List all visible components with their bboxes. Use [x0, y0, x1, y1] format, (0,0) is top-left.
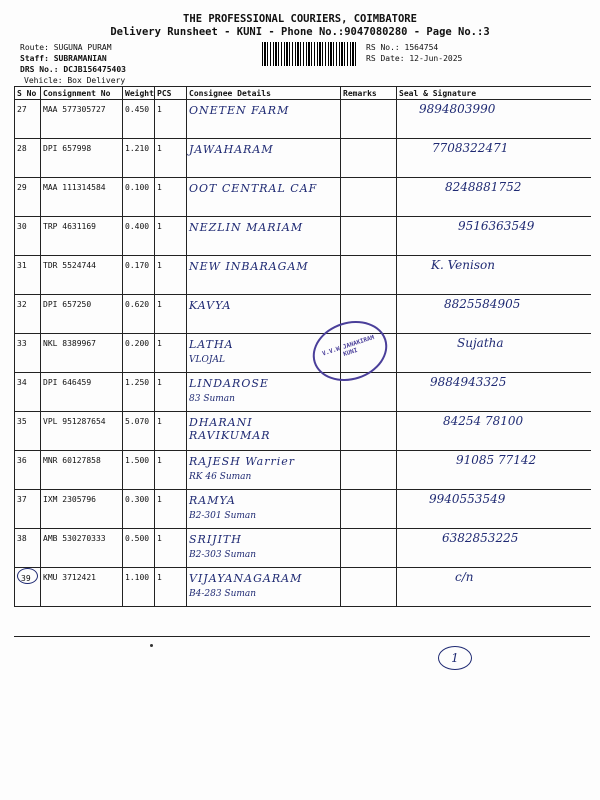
- row-weight: 0.620: [125, 300, 150, 309]
- row-signature-cell: [397, 334, 591, 373]
- row-pcs: 1: [157, 417, 162, 426]
- table-header-row: [15, 87, 591, 100]
- row-weight: 0.170: [125, 261, 150, 270]
- row-pcs-cell: [155, 178, 187, 217]
- row-consignment-cell: [41, 373, 123, 412]
- row-sno: 36: [17, 456, 27, 465]
- row-remarks-cell: [341, 451, 397, 490]
- row-weight-cell: [123, 451, 155, 490]
- row-pcs-cell: [155, 451, 187, 490]
- row-sno-cell: [15, 490, 41, 529]
- row-sno: 32: [17, 300, 27, 309]
- row-weight-cell: [123, 100, 155, 139]
- row-signature: 8825584905: [444, 297, 521, 311]
- row-consignment: DPI 646459: [43, 378, 92, 387]
- route-text: Route: SUGUNA PURAM: [20, 43, 112, 52]
- drs-label: DRS No.:: [20, 65, 59, 74]
- row-sno: 37: [17, 495, 27, 504]
- row-weight-cell: [123, 373, 155, 412]
- row-weight-cell: [123, 568, 155, 607]
- row-consignee-name: LATHA: [189, 338, 234, 351]
- row-sno: 28: [17, 144, 27, 153]
- row-sno-cell: [15, 295, 41, 334]
- row-consignee-name: NEW INBARAGAM: [189, 260, 309, 273]
- row-signature: 9516363549: [458, 219, 535, 233]
- row-sno: 35: [17, 417, 27, 426]
- drs-value: DCJB156475403: [63, 65, 126, 74]
- row-remarks-cell: [341, 100, 397, 139]
- row-sno-cell: [15, 529, 41, 568]
- row-pcs-cell: [155, 373, 187, 412]
- row-consignment: TRP 4631169: [43, 222, 96, 231]
- row-weight-cell: [123, 490, 155, 529]
- row-pcs: 1: [157, 339, 162, 348]
- row-sno-cell: [15, 256, 41, 295]
- bottom-rule: [14, 636, 590, 637]
- row-consignee-name: VIJAYANAGARAM: [189, 572, 303, 585]
- row-consignee-name: ONETEN FARM: [189, 104, 290, 117]
- row-consignment: MNR 60127858: [43, 456, 101, 465]
- table-row: [15, 295, 591, 334]
- row-signature-cell: [397, 568, 591, 607]
- row-consignee-name: RAMYA: [189, 494, 236, 507]
- row-weight: 1.500: [125, 456, 150, 465]
- row-consignee-name: LINDAROSE: [189, 377, 269, 390]
- row-signature-cell: [397, 451, 591, 490]
- drs-line: [20, 64, 126, 75]
- row-signature-cell: [397, 529, 591, 568]
- col-consignee-header: Consignee Details: [187, 87, 341, 100]
- row-consignee-name: RAJESH Warrier: [189, 455, 296, 468]
- row-sno-cell: [15, 217, 41, 256]
- row-consignment: NKL 8389967: [43, 339, 96, 348]
- page-mark: 1: [438, 646, 472, 670]
- row-weight: 0.400: [125, 222, 150, 231]
- row-sno-cell: [15, 178, 41, 217]
- row-consignment-cell: [41, 217, 123, 256]
- row-consignee-cell: [187, 490, 341, 529]
- row-consignee-name: KAVYA: [189, 299, 232, 312]
- row-signature: 9884943325: [430, 375, 507, 389]
- row-weight-cell: [123, 256, 155, 295]
- row-consignment: KMU 3712421: [43, 573, 96, 582]
- row-consignment: AMB 530270333: [43, 534, 106, 543]
- row-consignee-cell: [187, 295, 341, 334]
- row-consignment: IXM 2305796: [43, 495, 96, 504]
- stamp-text: V.V.W JANAKIRAM KUNI: [321, 334, 376, 358]
- row-consignee-name: JAWAHARAM: [189, 143, 274, 156]
- row-signature-cell: [397, 178, 591, 217]
- row-consignee-address: B4-283 Suman: [189, 589, 257, 599]
- table-row: [15, 451, 591, 490]
- table-row: [15, 334, 591, 373]
- row-consignee-address: RK 46 Suman: [189, 472, 252, 482]
- row-consignee-address: B2-303 Suman: [189, 550, 257, 560]
- row-consignee-cell: [187, 217, 341, 256]
- row-sno-cell: [15, 412, 41, 451]
- row-sno: 39: [17, 568, 38, 584]
- row-remarks-cell: [341, 529, 397, 568]
- row-weight: 0.100: [125, 183, 150, 192]
- row-consignment-cell: [41, 334, 123, 373]
- row-consignee-name: NEZLIN MARIAM: [189, 221, 304, 234]
- row-weight-cell: [123, 412, 155, 451]
- row-pcs: 1: [157, 105, 162, 114]
- row-sno: 33: [17, 339, 27, 348]
- row-pcs-cell: [155, 334, 187, 373]
- table-row: [15, 217, 591, 256]
- row-weight-cell: [123, 178, 155, 217]
- row-sno-cell: [15, 100, 41, 139]
- row-sno-cell: [15, 451, 41, 490]
- row-consignee-cell: [187, 451, 341, 490]
- row-sno-cell: [15, 139, 41, 178]
- row-consignment: VPL 951287654: [43, 417, 106, 426]
- col-pcs-header: PCS: [155, 87, 187, 100]
- ink-dot: [150, 644, 153, 647]
- row-consignment-cell: [41, 451, 123, 490]
- row-consignee-name: DHARANI RAVIKUMAR: [189, 416, 271, 442]
- row-consignee-address: 83 Suman: [189, 394, 235, 404]
- row-pcs: 1: [157, 144, 162, 153]
- row-consignment: DPI 657250: [43, 300, 92, 309]
- row-consignment-cell: [41, 295, 123, 334]
- row-consignee-cell: [187, 373, 341, 412]
- row-pcs-cell: [155, 139, 187, 178]
- table-row: [15, 373, 591, 412]
- row-weight: 1.210: [125, 144, 150, 153]
- row-signature: 91085 77142: [456, 453, 537, 467]
- row-weight: 5.070: [125, 417, 150, 426]
- row-pcs: 1: [157, 183, 162, 192]
- row-pcs-cell: [155, 568, 187, 607]
- row-remarks-cell: [341, 490, 397, 529]
- row-consignment-cell: [41, 100, 123, 139]
- row-consignment-cell: [41, 529, 123, 568]
- row-remarks-cell: [341, 568, 397, 607]
- row-sno: 34: [17, 378, 27, 387]
- row-pcs: 1: [157, 495, 162, 504]
- table-row: [15, 412, 591, 451]
- staff-value: SUBRAMANIAN: [53, 54, 107, 63]
- row-weight-cell: [123, 529, 155, 568]
- row-weight: 1.100: [125, 573, 150, 582]
- table-row: [15, 490, 591, 529]
- rs-date: RS Date: 12-Jun-2025: [366, 54, 463, 63]
- row-signature: K. Venison: [431, 258, 495, 272]
- row-consignment: MAA 577305727: [43, 105, 106, 114]
- row-signature-cell: [397, 100, 591, 139]
- row-consignment: TDR 5524744: [43, 261, 96, 270]
- row-weight-cell: [123, 295, 155, 334]
- row-signature-cell: [397, 295, 591, 334]
- row-consignee-cell: [187, 100, 341, 139]
- row-consignee-address: VLOJAL: [189, 355, 225, 365]
- row-weight-cell: [123, 334, 155, 373]
- row-pcs-cell: [155, 100, 187, 139]
- row-sno: 38: [17, 534, 27, 543]
- row-remarks-cell: [341, 412, 397, 451]
- row-signature-cell: [397, 412, 591, 451]
- row-pcs: 1: [157, 534, 162, 543]
- row-sno: 29: [17, 183, 27, 192]
- row-weight: 0.500: [125, 534, 150, 543]
- row-signature: 9894803990: [419, 102, 496, 116]
- row-consignment-cell: [41, 178, 123, 217]
- row-weight: 0.200: [125, 339, 150, 348]
- row-consignment-cell: [41, 139, 123, 178]
- runsheet-table: [14, 86, 591, 607]
- row-signature: 9940553549: [429, 492, 506, 506]
- row-remarks-cell: [341, 217, 397, 256]
- row-pcs-cell: [155, 256, 187, 295]
- col-sno-header: S No: [15, 87, 41, 100]
- col-weight-header: Weight: [123, 87, 155, 100]
- row-sno: 27: [17, 105, 27, 114]
- row-consignment: MAA 111314584: [43, 183, 106, 192]
- barcode: [262, 42, 358, 66]
- row-consignment-cell: [41, 256, 123, 295]
- table-row: [15, 139, 591, 178]
- row-signature-cell: [397, 490, 591, 529]
- vehicle-text: Vehicle: Box Delivery: [24, 76, 126, 85]
- row-signature: Sujatha: [457, 336, 504, 350]
- row-remarks-cell: [341, 256, 397, 295]
- row-signature-cell: [397, 256, 591, 295]
- table-row: [15, 178, 591, 217]
- row-consignment-cell: [41, 568, 123, 607]
- row-signature: 7708322471: [432, 141, 509, 155]
- staff-line: [20, 53, 107, 64]
- row-signature-cell: [397, 139, 591, 178]
- row-pcs: 1: [157, 300, 162, 309]
- row-pcs-cell: [155, 295, 187, 334]
- row-signature: 6382853225: [442, 531, 519, 545]
- row-consignee-name: SRIJITH: [189, 533, 242, 546]
- row-pcs: 1: [157, 222, 162, 231]
- table-row: [15, 529, 591, 568]
- row-pcs-cell: [155, 217, 187, 256]
- table-row: [15, 256, 591, 295]
- row-consignee-cell: [187, 139, 341, 178]
- rs-no: RS No.: 1564754: [366, 43, 439, 52]
- col-signature-header: Seal & Signature: [397, 87, 591, 100]
- row-signature: 84254 78100: [443, 414, 524, 428]
- row-weight-cell: [123, 139, 155, 178]
- row-weight: 0.450: [125, 105, 150, 114]
- row-remarks-cell: [341, 178, 397, 217]
- row-pcs-cell: [155, 490, 187, 529]
- row-signature: c/n: [455, 570, 474, 584]
- row-pcs-cell: [155, 529, 187, 568]
- table-row: [15, 568, 591, 607]
- row-pcs: 1: [157, 378, 162, 387]
- row-sno-cell: [15, 373, 41, 412]
- row-consignee-name: OOT CENTRAL CAF: [189, 182, 318, 195]
- row-sno: 31: [17, 261, 27, 270]
- col-consignment-header: Consignment No: [41, 87, 123, 100]
- row-consignee-address: B2-301 Suman: [189, 511, 257, 521]
- row-consignment: DPI 657998: [43, 144, 92, 153]
- row-pcs: 1: [157, 573, 162, 582]
- row-remarks-cell: [341, 139, 397, 178]
- table-row: [15, 100, 591, 139]
- row-consignee-cell: [187, 256, 341, 295]
- row-signature-cell: [397, 373, 591, 412]
- company-title: THE PROFESSIONAL COURIERS, COIMBATORE: [183, 13, 417, 25]
- row-consignee-cell: [187, 412, 341, 451]
- col-remarks-header: Remarks: [341, 87, 397, 100]
- row-sno: 30: [17, 222, 27, 231]
- row-pcs-cell: [155, 412, 187, 451]
- row-weight-cell: [123, 217, 155, 256]
- row-consignee-cell: [187, 529, 341, 568]
- row-sno-cell: [15, 334, 41, 373]
- row-weight: 1.250: [125, 378, 150, 387]
- row-signature: 8248881752: [445, 180, 522, 194]
- row-consignee-cell: [187, 568, 341, 607]
- row-consignee-cell: [187, 178, 341, 217]
- runsheet-title: Delivery Runsheet - KUNI - Phone No.:9047080280 - Page No.:3: [110, 26, 490, 38]
- row-weight: 0.300: [125, 495, 150, 504]
- row-signature-cell: [397, 217, 591, 256]
- row-consignment-cell: [41, 412, 123, 451]
- row-sno-cell: [15, 568, 41, 607]
- row-pcs: 1: [157, 456, 162, 465]
- row-pcs: 1: [157, 261, 162, 270]
- staff-label: Staff:: [20, 54, 49, 63]
- row-consignment-cell: [41, 490, 123, 529]
